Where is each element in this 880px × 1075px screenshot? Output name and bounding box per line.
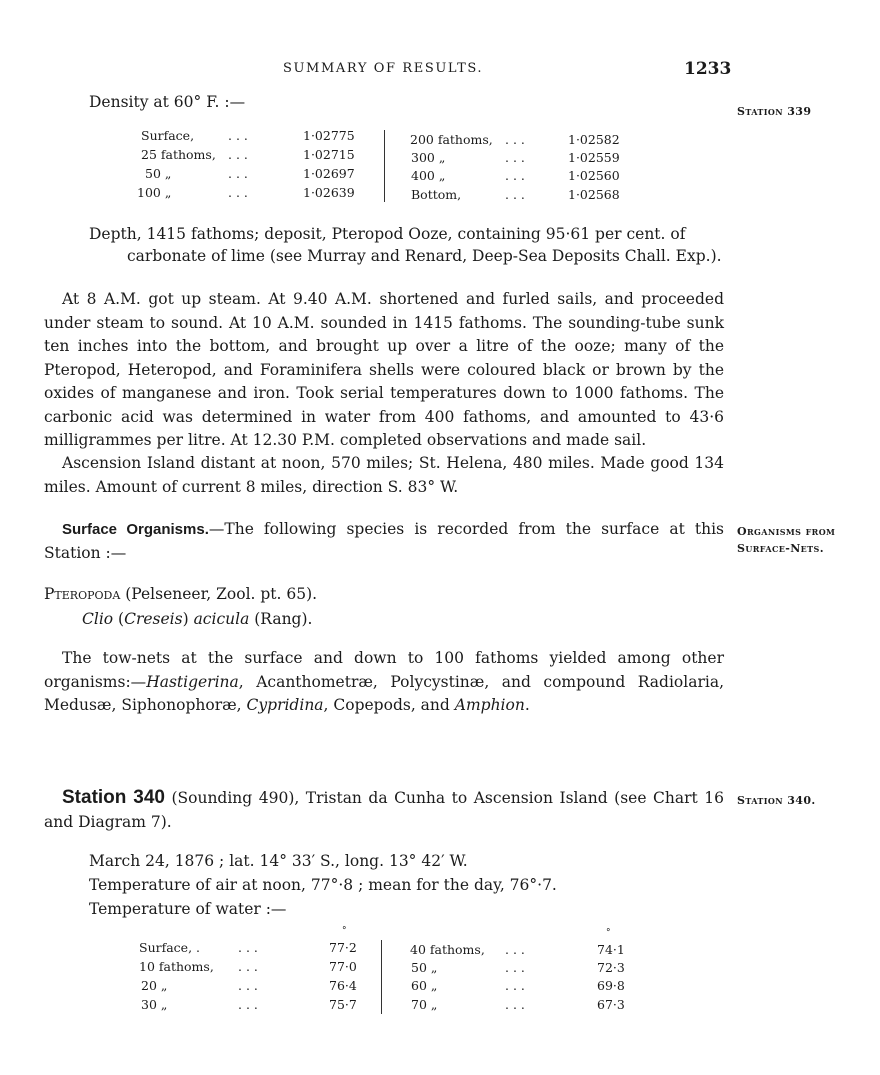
species-line: Clio (Creseis) acicula (Rang). bbox=[82, 610, 313, 628]
table-cell-value: 67·3 bbox=[597, 997, 625, 1012]
pteropoda-line bbox=[44, 585, 317, 603]
table-cell-value: 1·02582 bbox=[568, 132, 620, 147]
margin-note-organisms-line2: Surface-Nets. bbox=[737, 542, 824, 555]
species-name: acicula bbox=[193, 610, 250, 628]
table-cell-dots: . . . bbox=[505, 150, 525, 165]
table-cell-label: 50 „ bbox=[411, 960, 438, 975]
species-author: (Rang). bbox=[254, 610, 313, 628]
table-cell-dots: . . . bbox=[238, 959, 258, 974]
station-340-water-heading: Temperature of water :— bbox=[89, 900, 287, 918]
table-cell-value: 77·2 bbox=[329, 940, 357, 955]
table-cell-dots: . . . bbox=[505, 942, 525, 957]
townet-amphion: Amphion bbox=[454, 696, 525, 714]
table-cell-value: 72·3 bbox=[597, 960, 625, 975]
surface-organisms-title: Surface Organisms. bbox=[62, 521, 209, 538]
density-heading: Density at 60° F. :— bbox=[89, 93, 246, 111]
table-cell-label: 20 „ bbox=[141, 978, 168, 993]
townet-paragraph bbox=[44, 647, 724, 718]
surface-organisms-paragraph bbox=[44, 518, 724, 565]
table-divider bbox=[384, 130, 385, 202]
table-cell-dots: . . . bbox=[505, 997, 525, 1012]
townet-text-c: , Copepods, and bbox=[323, 696, 455, 714]
station-340-title: Station 340 bbox=[62, 787, 165, 808]
table-cell-dots: . . . bbox=[228, 166, 248, 181]
table-cell-label: 60 „ bbox=[411, 978, 438, 993]
table-cell-label: Surface, bbox=[141, 128, 195, 143]
table-cell-value: 1·02697 bbox=[303, 166, 355, 181]
station-340-air-temperature: Temperature of air at noon, 77°·8 ; mean for the day, 76°·7. bbox=[89, 876, 557, 894]
station-340-heading bbox=[44, 786, 724, 834]
table-cell-dots: . . . bbox=[505, 187, 525, 202]
table-cell-value: 69·8 bbox=[597, 978, 625, 993]
table-cell-dots: . . . bbox=[505, 978, 525, 993]
running-title: SUMMARY OF RESULTS. bbox=[283, 61, 484, 76]
table-cell-value: 76·4 bbox=[329, 978, 357, 993]
table-cell-dots: . . . bbox=[228, 147, 248, 162]
species-subgenus: Creseis bbox=[124, 610, 183, 628]
table-cell-dots: . . . bbox=[505, 960, 525, 975]
station-340-date: March 24, 1876 ; lat. 14° 33′ S., long. 13° 42′ W. bbox=[89, 852, 468, 870]
table-cell-value: 77·0 bbox=[329, 959, 357, 974]
table-divider bbox=[381, 940, 382, 1014]
table-cell-label: 50 „ bbox=[145, 166, 172, 181]
table-cell-value: 74·1 bbox=[597, 942, 625, 957]
depth-line-2: carbonate of lime (see Murray and Renard, Deep-Sea Deposits Chall. Exp.). bbox=[127, 247, 722, 265]
table-cell-label: 40 fathoms, bbox=[410, 942, 485, 957]
table-cell-dots: . . . bbox=[228, 128, 248, 143]
townet-text-b: , Acanthometræ, Polycystinæ, and compound Radiolaria, Medusæ, Siphonophoræ, bbox=[44, 672, 724, 714]
margin-note-station-339: Station 339 bbox=[737, 105, 812, 118]
table-cell-dots: . . . bbox=[238, 997, 258, 1012]
table-cell-label: 300 „ bbox=[411, 150, 446, 165]
table-cell-label: 10 fathoms, bbox=[139, 959, 214, 974]
pteropoda-reference: (Pelseneer, Zool. pt. 65). bbox=[125, 585, 318, 603]
pteropoda-label: Pteropoda bbox=[44, 585, 121, 603]
table-cell-dots: . . . bbox=[238, 978, 258, 993]
table-cell-label: Surface, . bbox=[139, 940, 200, 955]
margin-note-organisms-line1: Organisms from bbox=[737, 525, 836, 538]
townet-cypridina: Cypridina bbox=[246, 696, 324, 714]
page-number: 1233 bbox=[684, 59, 732, 79]
species-genus: Clio bbox=[82, 610, 114, 628]
table-cell-dots: . . . bbox=[505, 168, 525, 183]
table-cell-dots: . . . bbox=[228, 185, 248, 200]
surface-organisms-text: —The following species is recorded from the surface at this Station :— bbox=[44, 520, 724, 562]
table-cell-value: 1·02775 bbox=[303, 128, 355, 143]
table-cell-value: 1·02568 bbox=[568, 187, 620, 202]
station-340-description: (Sounding 490), Tristan da Cunha to Ascension Island (see Chart 16 and Diagram 7). bbox=[44, 789, 724, 831]
narrative-paragraph-1: At 8 A.M. got up steam. At 9.40 A.M. shortened and furled sails, and proceeded under steam to sound. At 10 A.M. sounded in 1415 fathoms. The sounding-tube sunk ten inches into the bottom, and brought up over a litre of the ooze; many of the Pteropod, Heteropod, and Foraminifera shells were coloured black or brown by the oxides of manganese and iron. Took serial temperatures down to 1000 fathoms. The carbonic acid was determined in water from 400 fathoms, and amounted to 43·6 milligrammes per litre. At 12.30 P.M. completed observations and made sail. bbox=[44, 290, 724, 449]
townet-text-d: . bbox=[524, 696, 530, 714]
table-cell-value: 75·7 bbox=[329, 997, 357, 1012]
table-cell-label: 400 „ bbox=[411, 168, 446, 183]
table-cell-label: 70 „ bbox=[411, 997, 438, 1012]
table-cell-label: 100 „ bbox=[137, 185, 172, 200]
townet-text-a: The tow-nets at the surface and down to 100 fathoms yielded among other organisms:— bbox=[44, 649, 724, 691]
table-cell-label: Bottom, bbox=[411, 187, 462, 202]
table-cell-value: 1·02559 bbox=[568, 150, 620, 165]
table-cell-dots: . . . bbox=[505, 132, 525, 147]
table-cell-dots: . . . bbox=[238, 940, 258, 955]
table-cell-value: 1·02560 bbox=[568, 168, 620, 183]
table-cell-value: 1·02639 bbox=[303, 185, 355, 200]
narrative-paragraph-2: Ascension Island distant at noon, 570 miles; St. Helena, 480 miles. Made good 134 miles. Amount of current 8 miles, direction S. 83° W. bbox=[44, 454, 724, 496]
table-cell-value: 1·02715 bbox=[303, 147, 355, 162]
table-cell-label: 25 fathoms, bbox=[141, 147, 216, 162]
table-cell-label: 30 „ bbox=[141, 997, 168, 1012]
depth-line-1: Depth, 1415 fathoms; deposit, Pteropod Ooze, containing 95·61 per cent. of bbox=[89, 225, 686, 243]
degree-mark: ° bbox=[606, 928, 611, 938]
table-cell-label: 200 fathoms, bbox=[410, 132, 493, 147]
degree-mark: ° bbox=[342, 926, 347, 936]
margin-note-station-340: Station 340. bbox=[737, 794, 816, 807]
townet-hastigerina: Hastigerina bbox=[146, 672, 239, 691]
